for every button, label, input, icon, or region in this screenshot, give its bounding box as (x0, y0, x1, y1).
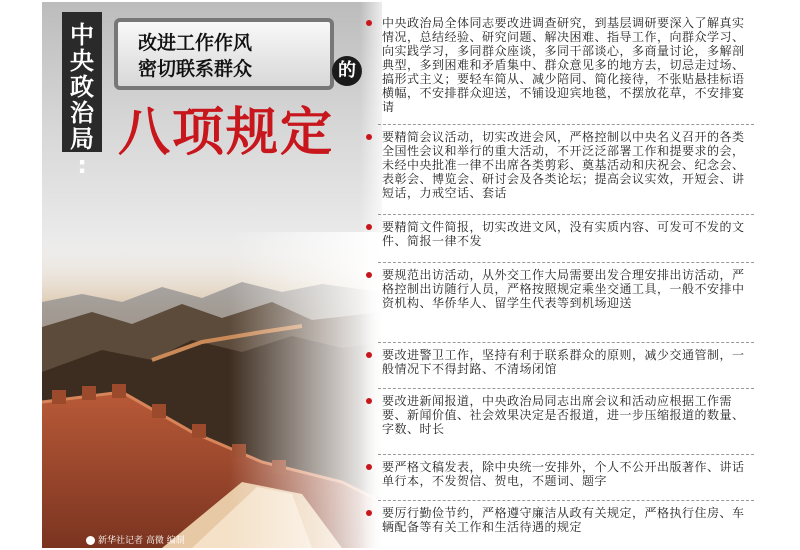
subtitle-line-1: 改进工作作风 (138, 32, 253, 54)
left-panel (42, 2, 382, 548)
rule-text: 要厉行勤俭节约，严格遵守廉洁从政有关规定，严格执行住房、车辆配备等有关工作和生活待遇的规定 (382, 506, 745, 534)
credit-line (86, 533, 185, 546)
rule-bullet-icon (366, 352, 372, 358)
rule-divider (378, 214, 754, 215)
rule-text: 要改进新闻报道，中央政治局同志出席会议和活动应根据工作需要、新闻价值、社会效果决定是否报道，进一步压缩报道的数量、字数、时长 (382, 394, 745, 436)
rule-bullet-icon (366, 510, 372, 516)
rule-bullet-icon (366, 224, 372, 230)
rule-bullet-icon (366, 20, 372, 26)
rule-bullet-icon (366, 272, 372, 278)
rule-text: 中央政治局全体同志要改进调查研究，到基层调研要深入了解真实情况，总结经验、研究问题、解决困难、指导工作，向群众学习、向实践学习，多同群众座谈，多同干部谈心，多商量讨论，多解剖典型，多到困难和矛盾集中、群众意见多的地方去，切忌走过场、搞形式主义；要轻车简从、减少陪同、简化接待，不张贴悬挂标语横幅，不安排群众迎送，不铺设迎宾地毯，不摆放花草，不安排宴请 (382, 16, 745, 114)
rule-divider (378, 388, 754, 389)
rule-text: 要严格文稿发表，除中央统一安排外，个人不公开出版著作、讲话单行本，不发贺信、贺电，不题词、题字 (382, 460, 745, 488)
credit-text: 新华社记者 高微 编制 (98, 536, 185, 546)
side-banner-text: 中 央 政 治 局 : (70, 21, 94, 179)
rule-text: 要精简文件简报，切实改进文风，没有实质内容、可发可不发的文件、简报一律不发 (382, 220, 745, 248)
rule-text: 要规范出访活动，从外交工作大局需要出发合理安排出访活动，严格控制出访随行人员，严格按照规定乘坐交通工具，一般不安排中资机构、华侨华人、留学生代表等到机场迎送 (382, 268, 745, 310)
main-title: 八项规定 (118, 103, 335, 163)
rule-divider (378, 454, 754, 455)
rule-bullet-icon (366, 134, 372, 140)
subtitle-line-2: 密切联系群众 (138, 58, 253, 80)
rule-divider (378, 124, 754, 125)
rule-text: 要改进警卫工作，坚持有利于联系群众的原则，减少交通管制，一般情况下不得封路、不清场闭馆 (382, 348, 745, 376)
rule-bullet-icon (366, 398, 372, 404)
rule-text: 要精简会议活动，切实改进会风，严格控制以中央名义召开的各类全国性会议和举行的重大活动，不开泛泛部署工作和提要求的会，未经中央批准一律不出席各类剪彩、奠基活动和庆祝会、纪念会、表彰会、博览会、研讨会及各类论坛；提高会议实效，开短会、讲短话，力戒空话、套话 (382, 130, 745, 200)
rule-bullet-icon (366, 464, 372, 470)
agency-logo-icon (86, 536, 95, 545)
rule-divider (378, 500, 754, 501)
rule-divider (378, 262, 754, 263)
title-de-badge: 的 (332, 56, 362, 86)
rules-panel (360, 2, 760, 548)
great-wall-image (42, 232, 382, 548)
rule-divider (378, 342, 754, 343)
side-banner (62, 12, 102, 179)
subtitle-box (114, 18, 334, 90)
